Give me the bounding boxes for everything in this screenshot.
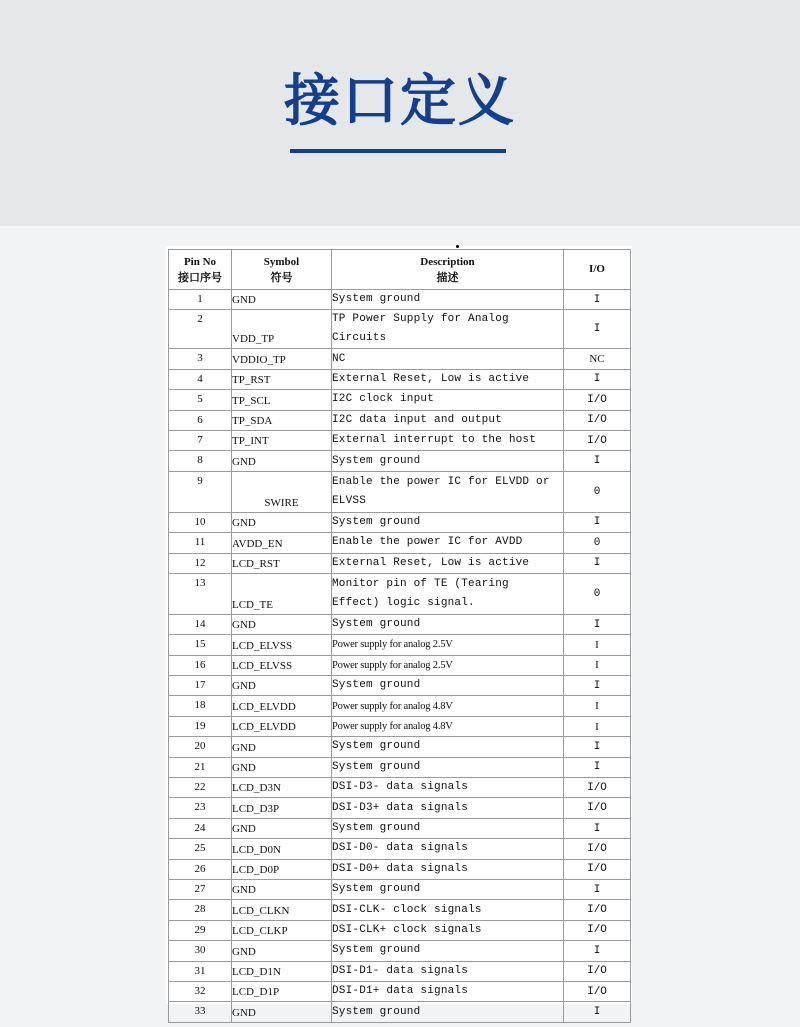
symbol-cell: SWIRE — [232, 471, 332, 512]
pin-number-cell: 31 — [169, 961, 232, 981]
pin-number-cell: 17 — [169, 676, 232, 696]
symbol-cell: GND — [232, 737, 332, 757]
pin-number-cell: 3 — [169, 349, 232, 369]
io-cell: I — [564, 737, 631, 757]
io-cell: I — [564, 451, 631, 471]
header-description-en: Description — [420, 255, 475, 268]
pin-number-cell: 8 — [169, 451, 232, 471]
table-row — [169, 716, 631, 736]
table-row — [169, 349, 631, 369]
description-cell: System ground — [332, 757, 564, 777]
table-row — [169, 290, 631, 310]
pin-number-cell: 25 — [169, 839, 232, 859]
description-cell: System ground — [332, 614, 564, 634]
symbol-cell: LCD_RST — [232, 553, 332, 573]
description-cell: DSI-D0+ data signals — [332, 859, 564, 879]
pin-number-cell: 15 — [169, 635, 232, 655]
header-pin — [169, 250, 232, 290]
description-cell: System ground — [332, 451, 564, 471]
description-cell: System ground — [332, 676, 564, 696]
table-row — [169, 553, 631, 573]
symbol-cell: LCD_CLKN — [232, 900, 332, 920]
table-row — [169, 512, 631, 532]
description-cell: DSI-D3- data signals — [332, 778, 564, 798]
description-cell: Monitor pin of TE (Tearing Effect) logic signal. — [332, 573, 564, 614]
table-row — [169, 981, 631, 1001]
table-row — [169, 696, 631, 716]
pin-number-cell: 24 — [169, 818, 232, 838]
pin-number-cell: 1 — [169, 290, 232, 310]
table-row — [169, 879, 631, 899]
symbol-cell: GND — [232, 614, 332, 634]
table-row — [169, 430, 631, 450]
io-cell: I/O — [564, 900, 631, 920]
table-row — [169, 369, 631, 389]
pin-number-cell: 9 — [169, 471, 232, 512]
pin-number-cell: 19 — [169, 716, 232, 736]
io-cell: I — [564, 310, 631, 349]
table-row — [169, 1002, 631, 1022]
pin-number-cell: 10 — [169, 512, 232, 532]
title-underline — [290, 149, 506, 153]
description-cell: DSI-D0- data signals — [332, 839, 564, 859]
symbol-cell: GND — [232, 941, 332, 961]
description-cell: External Reset, Low is active — [332, 369, 564, 389]
table-row — [169, 757, 631, 777]
io-cell: NC — [564, 349, 631, 369]
pin-number-cell: 23 — [169, 798, 232, 818]
header-symbol-en: Symbol — [263, 255, 300, 268]
io-cell: I — [564, 635, 631, 655]
header-io: I/O — [564, 250, 631, 290]
symbol-cell: TP_INT — [232, 430, 332, 450]
table-row — [169, 676, 631, 696]
table-row — [169, 737, 631, 757]
pin-number-cell: 7 — [169, 430, 232, 450]
table-row — [169, 410, 631, 430]
pin-number-cell: 30 — [169, 941, 232, 961]
description-cell: Enable the power IC for ELVDD or ELVSS — [332, 471, 564, 512]
io-cell: I/O — [564, 430, 631, 450]
stray-dot — [456, 245, 459, 248]
io-cell: I/O — [564, 778, 631, 798]
symbol-cell: LCD_ELVDD — [232, 716, 332, 736]
pin-number-cell: 20 — [169, 737, 232, 757]
symbol-cell: LCD_ELVSS — [232, 655, 332, 675]
header-pin-cn: 接口序号 — [178, 270, 222, 284]
table-row — [169, 859, 631, 879]
symbol-cell: GND — [232, 879, 332, 899]
symbol-cell: GND — [232, 512, 332, 532]
symbol-cell: TP_RST — [232, 369, 332, 389]
pin-definition-table — [168, 249, 631, 1023]
pin-number-cell: 4 — [169, 369, 232, 389]
io-cell: I — [564, 1002, 631, 1022]
pin-number-cell: 18 — [169, 696, 232, 716]
table-row — [169, 635, 631, 655]
table-row — [169, 655, 631, 675]
header-description-cn: 描述 — [436, 270, 459, 284]
io-cell: I — [564, 757, 631, 777]
io-cell: I — [564, 716, 631, 736]
io-cell: 0 — [564, 533, 631, 553]
description-cell: System ground — [332, 1002, 564, 1022]
io-cell: I — [564, 941, 631, 961]
description-cell: I2C data input and output — [332, 410, 564, 430]
description-cell: Power supply for analog 2.5V — [332, 635, 564, 655]
description-cell: DSI-D1- data signals — [332, 961, 564, 981]
description-cell: System ground — [332, 737, 564, 757]
description-cell: Power supply for analog 2.5V — [332, 655, 564, 675]
description-cell: System ground — [332, 290, 564, 310]
io-cell: 0 — [564, 573, 631, 614]
table-row — [169, 471, 631, 512]
pin-number-cell: 33 — [169, 1002, 232, 1022]
pin-number-cell: 16 — [169, 655, 232, 675]
pin-number-cell: 29 — [169, 920, 232, 940]
description-cell: DSI-CLK- clock signals — [332, 900, 564, 920]
pin-number-cell: 14 — [169, 614, 232, 634]
symbol-cell: GND — [232, 451, 332, 471]
table-row — [169, 451, 631, 471]
symbol-cell: VDDIO_TP — [232, 349, 332, 369]
io-cell: I — [564, 655, 631, 675]
io-cell: I — [564, 614, 631, 634]
symbol-cell: LCD_ELVDD — [232, 696, 332, 716]
table-row — [169, 798, 631, 818]
symbol-cell: GND — [232, 676, 332, 696]
header-symbol-cn: 符号 — [270, 270, 293, 284]
symbol-cell: TP_SCL — [232, 390, 332, 410]
io-cell: I/O — [564, 981, 631, 1001]
pin-number-cell: 26 — [169, 859, 232, 879]
description-cell: NC — [332, 349, 564, 369]
description-cell: I2C clock input — [332, 390, 564, 410]
symbol-cell: LCD_D1P — [232, 981, 332, 1001]
pin-number-cell: 32 — [169, 981, 232, 1001]
table-row — [169, 900, 631, 920]
pin-number-cell: 27 — [169, 879, 232, 899]
symbol-cell: LCD_D3N — [232, 778, 332, 798]
pin-number-cell: 11 — [169, 533, 232, 553]
table-row — [169, 920, 631, 940]
symbol-cell: VDD_TP — [232, 310, 332, 349]
table-row — [169, 390, 631, 410]
symbol-cell: GND — [232, 290, 332, 310]
symbol-cell: LCD_TE — [232, 573, 332, 614]
header-symbol — [232, 250, 332, 290]
io-cell: I/O — [564, 390, 631, 410]
pin-number-cell: 21 — [169, 757, 232, 777]
io-cell: I/O — [564, 839, 631, 859]
io-cell: I — [564, 553, 631, 573]
description-cell: DSI-CLK+ clock signals — [332, 920, 564, 940]
table-row — [169, 533, 631, 553]
io-cell: I/O — [564, 961, 631, 981]
description-cell: System ground — [332, 941, 564, 961]
pin-number-cell: 5 — [169, 390, 232, 410]
table-header-row — [169, 250, 631, 290]
description-cell: System ground — [332, 512, 564, 532]
pin-number-cell: 22 — [169, 778, 232, 798]
io-cell: I/O — [564, 410, 631, 430]
io-cell: I — [564, 290, 631, 310]
io-cell: I/O — [564, 859, 631, 879]
description-cell: System ground — [332, 818, 564, 838]
symbol-cell: LCD_D1N — [232, 961, 332, 981]
io-cell: I/O — [564, 798, 631, 818]
description-cell: Power supply for analog 4.8V — [332, 716, 564, 736]
pin-number-cell: 6 — [169, 410, 232, 430]
pin-number-cell: 2 — [169, 310, 232, 349]
table-row — [169, 839, 631, 859]
symbol-cell: LCD_CLKP — [232, 920, 332, 940]
io-cell: I — [564, 512, 631, 532]
pin-number-cell: 12 — [169, 553, 232, 573]
symbol-cell: LCD_ELVSS — [232, 635, 332, 655]
symbol-cell: GND — [232, 1002, 332, 1022]
symbol-cell: LCD_D3P — [232, 798, 332, 818]
header-description — [332, 250, 564, 290]
io-cell: I/O — [564, 920, 631, 940]
io-cell: I — [564, 818, 631, 838]
description-cell: DSI-D1+ data signals — [332, 981, 564, 1001]
table-row — [169, 778, 631, 798]
io-cell: I — [564, 696, 631, 716]
description-cell: System ground — [332, 879, 564, 899]
description-cell: DSI-D3+ data signals — [332, 798, 564, 818]
description-cell: Enable the power IC for AVDD — [332, 533, 564, 553]
symbol-cell: GND — [232, 757, 332, 777]
description-cell: TP Power Supply for Analog Circuits — [332, 310, 564, 349]
io-cell: I — [564, 676, 631, 696]
description-cell: External Reset, Low is active — [332, 553, 564, 573]
symbol-cell: LCD_D0N — [232, 839, 332, 859]
io-cell: I — [564, 879, 631, 899]
page-title: 接口定义 — [284, 69, 516, 134]
table-row — [169, 818, 631, 838]
table-body — [169, 290, 631, 1023]
pin-number-cell: 28 — [169, 900, 232, 920]
description-cell: Power supply for analog 4.8V — [332, 696, 564, 716]
io-cell: I — [564, 369, 631, 389]
symbol-cell: AVDD_EN — [232, 533, 332, 553]
symbol-cell: LCD_D0P — [232, 859, 332, 879]
pin-number-cell: 13 — [169, 573, 232, 614]
table-row — [169, 614, 631, 634]
symbol-cell: TP_SDA — [232, 410, 332, 430]
symbol-cell: GND — [232, 818, 332, 838]
table-row — [169, 573, 631, 614]
table-row — [169, 941, 631, 961]
io-cell: 0 — [564, 471, 631, 512]
table-row — [169, 310, 631, 349]
header-pin-en: Pin No — [183, 255, 217, 268]
description-cell: External interrupt to the host — [332, 430, 564, 450]
table-row — [169, 961, 631, 981]
